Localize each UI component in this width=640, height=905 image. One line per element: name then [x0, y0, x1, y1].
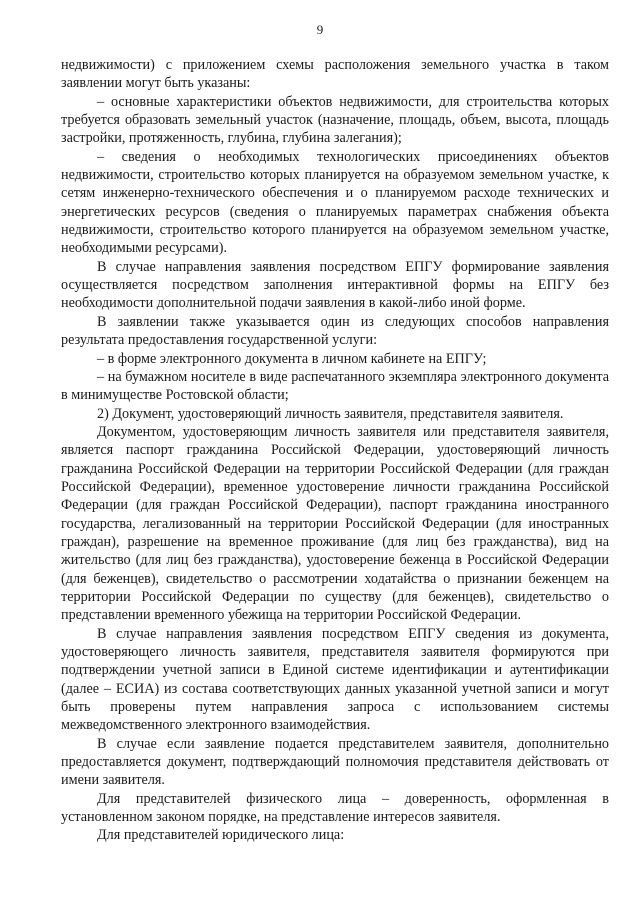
paragraph-legal-entity-representative: Для представителей юридического лица: [97, 827, 345, 844]
list-item-paper: – на бумажном носителе в виде распечатанного экземпляра электронного документа в минимуществе Ростовской области; [61, 368, 609, 404]
list-item-electronic: – в форме электронного документа в личном кабинете на ЕПГУ; [97, 350, 487, 367]
paragraph-individual-representative: Для представителей физического лица – доверенность, оформленная в установленном законом порядке, на представление интересов заявителя. [61, 790, 609, 826]
paragraph-representative: В случае если заявление подается представителем заявителя, дополнительно предоставляется документ, подтверждающий полномочия представителя действовать от имени заявителя. [61, 735, 609, 789]
page-number: 9 [316, 22, 324, 37]
section-heading-identity-document: 2) Документ, удостоверяющий личность заявителя, представителя заявителя. [97, 405, 564, 422]
document-body [61, 56, 609, 845]
paragraph-continuation: недвижимости) с приложением схемы расположения земельного участка в таком заявлении могут быть указаны: [61, 57, 609, 92]
list-item-characteristics: – основные характеристики объектов недвижимости, для строительства которых требуется образовать земельный участок (назначение, площадь, объем, высота, площадь застройки, протяженность, глубина, глубина залегания); [61, 93, 609, 147]
list-item-technical-connections: – сведения о необходимых технологических присоединениях объектов недвижимости, строительство которых планируется на образуемом земельном участке, к сетям инженерно-технического обеспечения и о планируемом расходе технических и энергетических ресурсов (сведения о планируемых параметрах снабжения объекта недвижимости, строительство которого планируется на образуемом земельном участке, необходимыми ресурсами). [61, 148, 609, 257]
paragraph-esia: В случае направления заявления посредством ЕПГУ сведения из документа, удостоверяющего личность заявителя, представителя заявителя формируются при подтверждении учетной записи в Единой системе идентификации и аутентификации (далее – ЕСИА) из состава соответствующих данных указанной учетной записи и могут быть проверены путем направления запроса с использованием системы межведомственного электронного взаимодействия. [61, 625, 609, 734]
paragraph-epgu-submission: В случае направления заявления посредством ЕПГУ формирование заявления осуществляется посредством заполнения интерактивной формы на ЕПГУ без необходимости дополнительной подачи заявления в какой-либо иной форме. [61, 258, 609, 312]
paragraph-result-methods: В заявлении также указывается один из следующих способов направления результата предоставления государственной услуги: [61, 313, 609, 349]
paragraph-identity-documents: Документом, удостоверяющим личность заявителя или представителя заявителя, является паспорт гражданина Российской Федерации, удостоверяющий личность гражданина Российской Федерации на территории Российской Федерации (для граждан Российской Федерации), временное удостоверение личности гражданина Российской Федерации (для граждан Российской Федерации), паспорт гражданина иностранного государства, легализованный на территории Российской Федерации (для иностранных граждан), разрешение на временное проживание (для лиц без гражданства), вид на жительство (для лиц без гражданства), удостоверение беженца в Российской Федерации (для беженцев), свидетельство о рассмотрении ходатайства о признании беженцем на территории Российской Федерации по существу (для беженцев), свидетельство о представлении временного убежища на территории Российской Федерации. [61, 423, 609, 624]
